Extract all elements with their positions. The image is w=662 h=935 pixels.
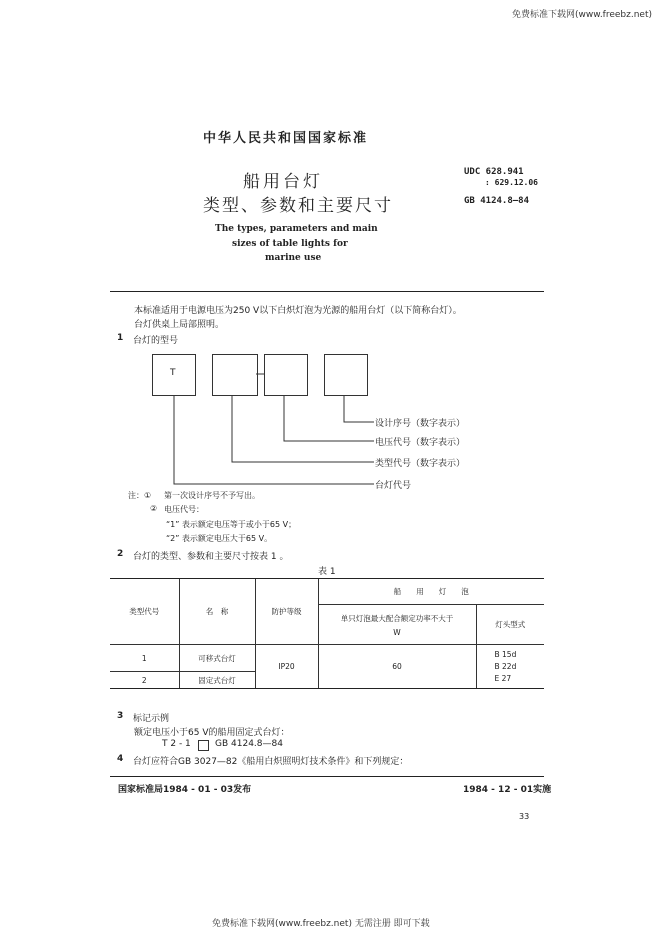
row1-name: 可移式台灯 bbox=[179, 645, 255, 672]
english-title-line2: sizes of table lights for bbox=[232, 239, 348, 249]
udc-line2: : 629.12.06 bbox=[485, 178, 538, 187]
cell-protection: IP20 bbox=[255, 645, 318, 689]
section1-number: 1 bbox=[117, 333, 124, 343]
table-row bbox=[110, 645, 544, 672]
header-max-power-line1: 单只灯泡最大配合额定功率不大于 bbox=[340, 613, 454, 623]
label-lamp-code: 台灯代号 bbox=[375, 481, 412, 491]
table1-caption: 表 1 bbox=[318, 567, 336, 577]
section2-number: 2 bbox=[117, 549, 124, 559]
udc-line1: UDC 628.941 bbox=[464, 167, 524, 177]
section3-number: 3 bbox=[117, 711, 124, 721]
english-title-line3: marine use bbox=[265, 253, 322, 263]
header-marine-bulb: 船 用 灯 泡 bbox=[318, 579, 544, 605]
label-design-seq: 设计序号（数字表示） bbox=[375, 419, 466, 429]
section4-title: 台灯应符合GB 3027—82《船用白炽照明灯技术条件》和下列规定： bbox=[133, 757, 409, 767]
gb-number: GB 4124.8—84 bbox=[464, 196, 530, 206]
issued-date: 国家标准局1984 - 01 - 03发布 bbox=[118, 785, 252, 795]
intro-line1: 本标准适用于电源电压为250 V以下白炽灯泡为光源的船用台灯（以下简称台灯）。 bbox=[134, 306, 462, 316]
watermark-bottom: 免费标准下载网(www.freebz.net) 无需注册 即可下载 bbox=[212, 919, 430, 929]
cap-type-item: E 27 bbox=[494, 673, 512, 683]
cell-cap-types bbox=[476, 645, 544, 689]
effective-date: 1984 - 12 - 01实施 bbox=[463, 785, 552, 795]
note2-prefix: ② bbox=[150, 504, 158, 513]
header-max-power bbox=[318, 605, 476, 645]
section3-line1: 额定电压小于65 V的船用固定式台灯： bbox=[134, 728, 290, 738]
marking-design-box bbox=[198, 740, 209, 751]
title-line2: 类型、参数和主要尺寸 bbox=[203, 196, 393, 216]
note-prefix: 注：① bbox=[128, 491, 152, 500]
header-max-power-line2: W bbox=[393, 627, 401, 637]
section1-title: 台灯的型号 bbox=[133, 336, 179, 346]
cell-power: 60 bbox=[318, 645, 476, 689]
page-number: 33 bbox=[519, 812, 530, 821]
intro-line2: 台灯供桌上局部照明。 bbox=[134, 320, 225, 330]
country-standard-heading: 中华人民共和国国家标准 bbox=[203, 131, 369, 146]
label-type-code: 类型代号（数字表示） bbox=[375, 459, 466, 469]
footer-rule bbox=[110, 776, 544, 777]
header-cap-type: 灯头型式 bbox=[476, 605, 544, 645]
header-protection: 防护等级 bbox=[255, 579, 318, 645]
watermark-top: 免费标准下载网(www.freebz.net) bbox=[512, 10, 652, 20]
note2: 电压代号： bbox=[164, 505, 204, 514]
header-name: 名 称 bbox=[179, 579, 255, 645]
row2-code: 2 bbox=[110, 672, 179, 689]
section4-number: 4 bbox=[117, 754, 124, 764]
note1: 第一次设计序号不予写出。 bbox=[164, 491, 260, 500]
model-box-lamp-label: T bbox=[170, 368, 176, 378]
row2-name: 固定式台灯 bbox=[179, 672, 255, 689]
label-voltage-code: 电压代号（数字表示） bbox=[375, 438, 466, 448]
section2-title: 台灯的类型、参数和主要尺寸按表 1 。 bbox=[133, 552, 289, 562]
english-title-line1: The types, parameters and main bbox=[215, 224, 378, 234]
cap-type-item: B 22d bbox=[494, 661, 517, 671]
table1 bbox=[110, 578, 544, 689]
cap-type-item: B 15d bbox=[494, 649, 517, 659]
marking-example-code: T 2 - 1 bbox=[162, 739, 191, 749]
header-type-code: 类型代号 bbox=[110, 579, 179, 645]
marking-example-standard: GB 4124.8—84 bbox=[215, 739, 283, 749]
title-line1: 船用台灯 bbox=[243, 172, 323, 192]
note2b: “2” 表示额定电压大于65 V。 bbox=[166, 534, 273, 543]
section3-title: 标记示例 bbox=[133, 714, 170, 724]
note2a: “1” 表示额定电压等于或小于65 V； bbox=[166, 520, 297, 529]
row1-code: 1 bbox=[110, 645, 179, 672]
